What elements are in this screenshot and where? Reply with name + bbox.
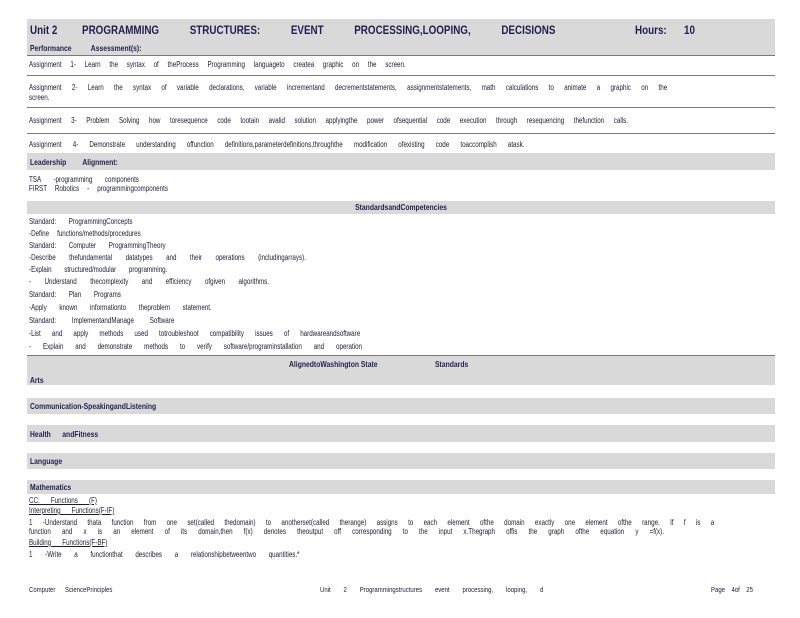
communication-band (27, 398, 775, 414)
assignment-2-cont: screen. (29, 93, 50, 102)
arts-heading: Arts (30, 375, 44, 385)
standard-line: -Explain structured/modular programming. (29, 265, 168, 274)
assignment-3: Assignment 3- Problem Solving how toresequence code tootain avalid solution applyingthe power ofsequential code execution through resequencing thefunction calls. (29, 116, 628, 125)
standard-line: -Define functions/methods/procedures (29, 229, 141, 238)
standard-line: Standard: Computer ProgrammingTheory (29, 241, 166, 250)
aligned-band (27, 355, 775, 385)
health-heading: Health andFitness (30, 429, 99, 439)
standards-section (27, 214, 775, 354)
math-line: 1 -Write a functionthat describes a relationshipbetweentwo quantities.* (29, 550, 300, 559)
leadership-band (27, 153, 775, 170)
standards-heading: StandardsandCompetencies (355, 202, 447, 212)
unit-label: Unit 2 (30, 23, 58, 37)
assignment-1: Assignment 1- Learn the syntax of theProcess Programming languageto createa graphic on the screen. (29, 60, 406, 69)
hours-label: Hours: (635, 23, 667, 37)
math-line: Interpreting Functions(F-IF) (29, 506, 115, 515)
standard-line: Standard: ProgrammingConcepts (29, 217, 133, 226)
assignments-section (27, 55, 775, 155)
standard-line: Standard: ImplementandManage Software (29, 316, 175, 325)
language-heading: Language (30, 456, 63, 466)
hours-value: 10 (684, 23, 695, 37)
language-band (27, 453, 775, 469)
leadership-section (27, 172, 775, 198)
assignment-4: Assignment 4- Demonstrate understanding offunction definitions,parameterdefinitions,throughthe modification ofexisting code toaccomplish atask. (29, 140, 525, 149)
math-line: Building Functions(F-BF) (29, 538, 108, 547)
assignment-2: Assignment 2- Learn the syntax of variable declarations, variable incrementand decrementstatements, assignmentstatements, math calculations to animate a graphic on the (29, 83, 668, 92)
standard-line: Standard: Plan Programs (29, 290, 121, 299)
mathematics-section (27, 495, 775, 570)
standard-line: - Understand thecomplexity and efficiency ofgiven algorithms. (29, 277, 270, 286)
aligned-heading-left: AlignedtoWashington State (289, 359, 378, 369)
aligned-heading-right: Standards (435, 359, 469, 369)
communication-heading: Communication-SpeakingandListening (30, 401, 157, 411)
leadership-heading: Leadership Alignment: (30, 157, 118, 167)
standard-line: -Apply known informationto theproblem statement. (29, 303, 212, 312)
footer-page-number: Page 4of 25 (711, 585, 753, 594)
math-line: CC: Functions (F) (29, 496, 97, 505)
standards-band (27, 201, 775, 214)
unit-header-band (27, 19, 775, 55)
unit-title: PROGRAMMING STRUCTURES: EVENT PROCESSING,LOOPING, DECISIONS (82, 23, 556, 37)
health-band (27, 425, 775, 442)
footer-left: Computer SciencePrinciples (29, 585, 113, 594)
math-line: 1 -Understand thata function from one set(called thedomain) to anotherset(called therange) assigns to each element ofthe domain exactly one element ofthe range. If f is a (29, 518, 715, 527)
mathematics-heading: Mathematics (30, 482, 72, 492)
standard-line: -List and apply methods used totroubleshoot compatibility issues of hardwareandsoftware (29, 329, 361, 338)
standard-line: -Describe thefundamental datatypes and their operations (includingarrays). (29, 253, 306, 262)
mathematics-band (27, 480, 775, 494)
footer-center: Unit 2 Programmingstructures event processing, looping, d (320, 585, 544, 594)
performance-heading: Performance Assessment(s): (30, 43, 142, 53)
standard-line: - Explain and demonstrate methods to verify software/programinstallation and operation (29, 342, 363, 351)
leadership-line-2: FIRST Robotics - programmingcomponents (29, 184, 168, 193)
math-line: function and x is an element of its domain,then f(x) denotes theoutput off corresponding to the input x.Thegraph offis the graph ofthe equation y =f(x). (29, 527, 664, 536)
leadership-line-1: TSA -programming components (29, 175, 139, 184)
